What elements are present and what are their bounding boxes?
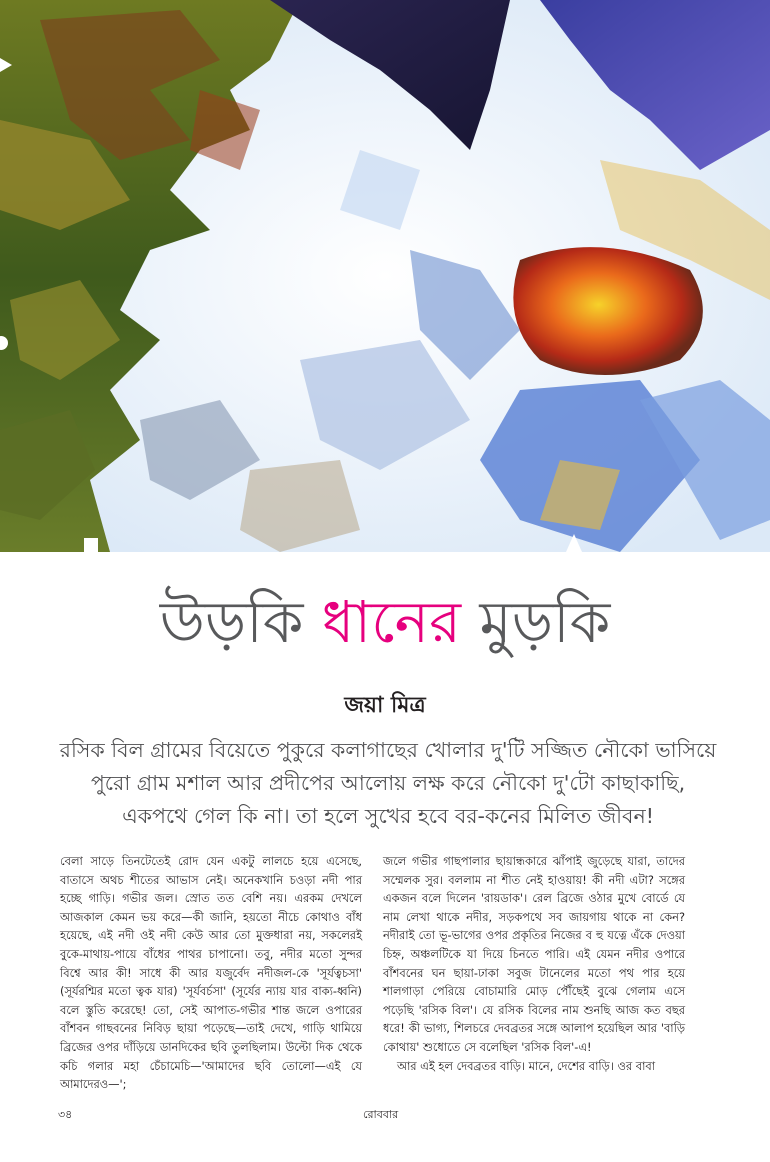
body-paragraph: আর এই হল দেবব্রতর বাড়ি। মানে, দেশের বাড়ি। ওর বাবা [397, 1058, 656, 1073]
body-paragraph: বেলা সাড়ে তিনটেতেই রোদ যেন একটু লালচে হয়ে এসেছে, বাতাসে অথচ শীতের আভাস নেই। অনেকখানি চওড়া নদী পার হচ্ছে গাড়ি। গভীর জল। স্রোত তত বেশি নয়। এরকম দেখলে আজকাল কেমন ভয় করে—কী জানি, হয়তো নীচে কোথাও বাঁধ হয়েছে, এই নদী ওই নদী কেউ আর তো মুক্তধারা নয়, সকলেরই বুকে-মাথায়-পায়ে বাঁধের পাথর চাপানো। তবু, নদীর মতো সুন্দর বিশ্বে আর কী! সাধে কী আর যজুর্বেদ নদীজল-কে 'সূর্যত্বচসা' (সূর্যরশ্মির মতো ত্বক যার) 'সূর্যবর্চসা' (সূর্যের ন্যায় যার বাক্য-ধ্বনি) বলে স্তুতি করেছে! তো, সেই আপাত-গভীর শান্ত জলে ওপারের বাঁশবন গাছবনের নিবিড় ছায়া পড়েছে—তাই দেখে, গাড়ি থামিয়ে ব্রিজের ওপর দাঁড়িয়ে ডানদিকের ছবি তুলছিলাম। উল্টো দিক থেকে কচি গলার মহা চেঁচামেচি—'আমাদের ছবি তোলো—এই যে আমাদেরও—'; [60, 854, 362, 1092]
decorative-triangle-left [0, 58, 12, 72]
page-number: ৩৪ [58, 1108, 73, 1121]
title-word-3: মুড়কি [479, 588, 611, 656]
body-column-left [60, 852, 362, 1094]
title-word-2: ধানের [321, 588, 462, 656]
body-column-right [383, 852, 685, 1075]
author-byline: জয়া মিত্র [344, 693, 426, 718]
article-deck: রসিক বিল গ্রামের বিয়েতে পুকুরে কলাগাছের খোলার দু'টি সজ্জিত নৌকো ভাসিয়ে পুরো গ্রাম মশাল আর প্রদীপের আলোয় লক্ষ করে নৌকো দু'টো কাছাকাছি, একপথে গেল কি না। তা হলে সুখের হবে বর-কনের মিলিত জীবন! [59, 738, 717, 828]
body-paragraph: জলে গভীর গাছপালার ছায়ান্ধকারে ঝাঁপাই জুড়েছে যারা, তাদের সম্মেলক সুর। বললাম না শীত নেই হাওয়ায়! কী নদী এটা? সঙ্গের একজন বলে দিলেন 'রায়ডাক'। রেল ব্রিজে ওঠার মুখে বোর্ডে যে নাম লেখা থাকে নদীর, সড়কপথে সব জায়গায় থাকে না কেন? নদীরাই তো ভূ-ভাগের ওপর প্রকৃতির নিজের ব হু যত্নে এঁকে দেওয়া চিহ্ন, অঞ্চলটিকে যা দিয়ে চিনতে পারি। এই যেমন নদীর ওপারে বাঁশবনের ঘন ছায়া-ঢাকা সবুজ টানেলের মতো পথ পার হয়ে শালগাড়া পেরিয়ে বোচামারি মোড় পৌঁছেই বুঝে গেলাম এসে পড়েছি 'রসিক বিল'। যে রসিক বিলের নাম শুনছি আজ কত বছর ধরে! কী ভাগ্য, শিলচরে দেবব্রতর সঙ্গে আলাপ হয়েছিল আর 'বাড়ি কোথায়' শুধোতে সে বলেছিল 'রসিক বিল'-এ! [383, 854, 685, 1054]
decorative-triangle-up [566, 534, 582, 552]
article-title [0, 582, 770, 662]
decorative-square [84, 538, 98, 552]
running-head: রোববার [363, 1108, 399, 1121]
hero-artwork [0, 0, 770, 552]
title-word-1: উড়কি [159, 588, 304, 656]
abstract-painting [0, 0, 770, 552]
